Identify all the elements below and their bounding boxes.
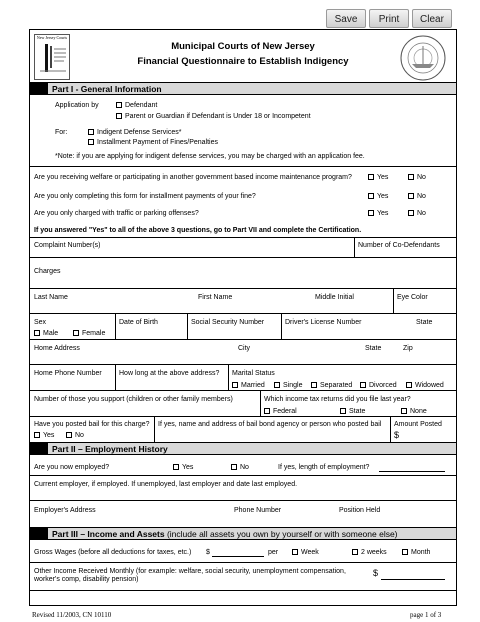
traffic-yes[interactable] xyxy=(368,209,388,218)
installment-no-checkbox[interactable] xyxy=(408,193,414,199)
support-label: Number of those you support (children or other family members) xyxy=(34,396,233,403)
marital-status-label: Marital Status xyxy=(232,370,275,377)
license-label: Driver's License Number xyxy=(285,319,362,326)
welfare-question: Are you receiving welfare or participating in another government based income maintenance program? xyxy=(34,174,352,181)
gross-wages-currency: $ xyxy=(206,549,210,556)
single-option[interactable] xyxy=(274,381,302,390)
other-income-currency: $ xyxy=(373,568,379,578)
sex-label: Sex xyxy=(34,319,47,326)
form-title: Municipal Courts of New Jersey xyxy=(171,41,315,52)
bail-question: Have you posted bail for this charge? xyxy=(34,421,150,428)
first-name-label: First Name xyxy=(198,294,233,301)
yes-label: Yes xyxy=(377,193,389,200)
eye-color-label: Eye Color xyxy=(397,294,428,301)
widowed-label: Widowed xyxy=(415,382,444,389)
tax-returns-label: Which income tax returns did you file last year? xyxy=(264,396,411,403)
phone-number-label: Phone Number xyxy=(234,507,282,514)
female-checkbox[interactable] xyxy=(73,330,79,336)
single-label: Single xyxy=(283,382,303,389)
indigent-checkbox[interactable] xyxy=(88,129,94,135)
indigent-option[interactable] xyxy=(88,128,181,137)
federal-checkbox[interactable] xyxy=(264,408,270,414)
traffic-no[interactable] xyxy=(408,209,426,218)
installment-label: Installment Payment of Fines/Penalties xyxy=(97,139,219,146)
codefendants-label: Number of Co-Defendants xyxy=(358,242,440,249)
logo-text: New Jersey Courts xyxy=(36,35,68,40)
traffic-yes-checkbox[interactable] xyxy=(368,210,374,216)
traffic-no-checkbox[interactable] xyxy=(408,210,414,216)
save-button[interactable]: Save xyxy=(326,9,366,28)
traffic-question: Are you only charged with traffic or parking offenses? xyxy=(34,210,199,217)
two-weeks-option[interactable] xyxy=(352,548,387,557)
parent-option[interactable] xyxy=(116,112,311,121)
yes-label: Yes xyxy=(182,464,194,471)
welfare-yes-checkbox[interactable] xyxy=(368,174,374,180)
fee-note: *Note: if you are applying for indigent defense services, you may be charged with an application fee. xyxy=(55,153,365,160)
part3-heading-title: Part III – Income and Assets xyxy=(52,529,165,539)
parent-checkbox[interactable] xyxy=(116,113,122,119)
employed-yes-checkbox[interactable] xyxy=(173,464,179,470)
charges-label: Charges xyxy=(34,268,61,275)
no-label: No xyxy=(417,210,426,217)
part2-heading xyxy=(30,442,456,455)
employed-no-checkbox[interactable] xyxy=(231,464,237,470)
married-checkbox[interactable] xyxy=(232,382,238,388)
male-checkbox[interactable] xyxy=(34,330,40,336)
none-label: None xyxy=(410,408,427,415)
female-option[interactable] xyxy=(73,329,105,338)
yes-label: Yes xyxy=(377,174,389,181)
certification-instruction: If you answered "Yes" to all of the above 3 questions, go to Part VII and complete the Certification. xyxy=(34,227,362,234)
welfare-no[interactable] xyxy=(408,173,426,182)
male-label: Male xyxy=(43,330,59,337)
state-tax-label: State xyxy=(349,408,366,415)
week-checkbox[interactable] xyxy=(292,549,298,555)
current-employer-label: Current employer, if employed. If unemployed, last employer and date last employed. xyxy=(34,481,298,488)
court-seal-icon xyxy=(398,34,448,84)
installment-yes[interactable] xyxy=(368,192,388,201)
dob-label: Date of Birth xyxy=(119,319,158,326)
employment-length-field[interactable] xyxy=(379,471,445,472)
welfare-yes[interactable] xyxy=(368,173,388,182)
application-by-label: Application by xyxy=(55,102,99,109)
week-label: Week xyxy=(301,549,319,556)
address-state-label: State xyxy=(365,345,382,352)
other-income-label: Other Income Received Monthly (for example: welfare, social security, unemployment compensation, xyxy=(34,568,346,575)
part3-heading-note: (include all assets you own by yourself or with someone else) xyxy=(164,529,398,539)
installment-option[interactable] xyxy=(88,138,218,147)
form-subtitle: Financial Questionnaire to Establish Indigency xyxy=(137,56,349,67)
widowed-checkbox[interactable] xyxy=(406,382,412,388)
yes-label: Yes xyxy=(43,432,55,439)
divorced-checkbox[interactable] xyxy=(360,382,366,388)
separated-checkbox[interactable] xyxy=(311,382,317,388)
gross-wages-label: Gross Wages (before all deductions for taxes, etc.) xyxy=(34,549,192,556)
defendant-label: Defendant xyxy=(125,102,158,109)
widowed-option[interactable] xyxy=(406,381,444,390)
divorced-option[interactable] xyxy=(360,381,397,390)
page-number: page 1 of 3 xyxy=(410,611,442,619)
federal-label: Federal xyxy=(273,408,297,415)
month-checkbox[interactable] xyxy=(402,549,408,555)
bail-no-checkbox[interactable] xyxy=(66,432,72,438)
other-income-label-2: worker's comp, disability pension) xyxy=(34,576,139,583)
for-label: For: xyxy=(55,129,68,136)
part3-heading-label xyxy=(52,529,398,539)
middle-initial-label: Middle Initial xyxy=(315,294,354,301)
part1-heading xyxy=(30,82,456,95)
week-option[interactable] xyxy=(292,548,319,557)
print-button[interactable]: Print xyxy=(369,9,409,28)
per-label: per xyxy=(268,549,279,556)
installment-yes-checkbox[interactable] xyxy=(368,193,374,199)
divorced-label: Divorced xyxy=(369,382,397,389)
part3-heading xyxy=(30,527,456,540)
yes-label: Yes xyxy=(377,210,389,217)
defendant-checkbox[interactable] xyxy=(116,102,122,108)
last-name-label: Last Name xyxy=(34,294,68,301)
no-label: No xyxy=(240,464,249,471)
license-state-label: State xyxy=(416,319,433,326)
month-label: Month xyxy=(411,549,431,556)
amount-posted-currency: $ xyxy=(394,430,400,440)
none-option[interactable] xyxy=(401,407,427,416)
parent-label: Parent or Guardian if Defendant is Under 18 or Incompetent xyxy=(125,113,311,120)
no-label: No xyxy=(417,193,426,200)
defendant-option[interactable] xyxy=(116,101,157,110)
financial-questionnaire-form xyxy=(29,29,457,606)
home-phone-label: Home Phone Number xyxy=(34,370,102,377)
employed-yes[interactable] xyxy=(173,463,193,472)
male-option[interactable] xyxy=(34,329,58,338)
other-income-field[interactable] xyxy=(381,579,445,580)
complaint-numbers-label: Complaint Number(s) xyxy=(34,242,101,249)
how-long-label: How long at the above address? xyxy=(119,370,220,377)
none-checkbox[interactable] xyxy=(401,408,407,414)
single-checkbox[interactable] xyxy=(274,382,280,388)
employed-question: Are you now employed? xyxy=(34,464,110,471)
installment-no[interactable] xyxy=(408,192,426,201)
indigent-label: Indigent Defense Services* xyxy=(97,129,182,136)
bail-detail-label: If yes, name and address of bail bond agency or person who posted bail xyxy=(158,421,382,428)
married-label: Married xyxy=(241,382,265,389)
federal-option[interactable] xyxy=(264,407,297,416)
state-tax-checkbox[interactable] xyxy=(340,408,346,414)
no-label: No xyxy=(417,174,426,181)
separated-option[interactable] xyxy=(311,381,352,390)
employment-length-label: If yes, length of employment? xyxy=(278,464,370,471)
clear-button[interactable]: Clear xyxy=(412,9,452,28)
installment-question: Are you only completing this form for installment payments of your fine? xyxy=(34,193,256,200)
position-held-label: Position Held xyxy=(339,507,381,514)
no-label: No xyxy=(75,432,84,439)
bail-yes-checkbox[interactable] xyxy=(34,432,40,438)
two-weeks-label: 2 weeks xyxy=(361,549,387,556)
employed-no[interactable] xyxy=(231,463,249,472)
state-tax-option[interactable] xyxy=(340,407,365,416)
month-option[interactable] xyxy=(402,548,430,557)
part2-heading-label: Part II – Employment History xyxy=(52,444,168,454)
gross-wages-field[interactable] xyxy=(212,556,264,557)
two-weeks-checkbox[interactable] xyxy=(352,549,358,555)
employer-address-label: Employer's Address xyxy=(34,507,96,514)
city-label: City xyxy=(238,345,251,352)
separated-label: Separated xyxy=(320,382,353,389)
revision-note: Revised 11/2003, CN 10110 xyxy=(32,611,112,619)
home-address-label: Home Address xyxy=(34,345,80,352)
part1-heading-label: Part I - General Information xyxy=(52,84,162,94)
amount-posted-label: Amount Posted xyxy=(394,421,442,428)
bail-no[interactable] xyxy=(66,431,84,440)
welfare-no-checkbox[interactable] xyxy=(408,174,414,180)
married-option[interactable] xyxy=(232,381,265,390)
bail-yes[interactable] xyxy=(34,431,54,440)
installment-checkbox[interactable] xyxy=(88,139,94,145)
zip-label: Zip xyxy=(403,345,413,352)
ssn-label: Social Security Number xyxy=(191,319,265,326)
female-label: Female xyxy=(82,330,106,337)
